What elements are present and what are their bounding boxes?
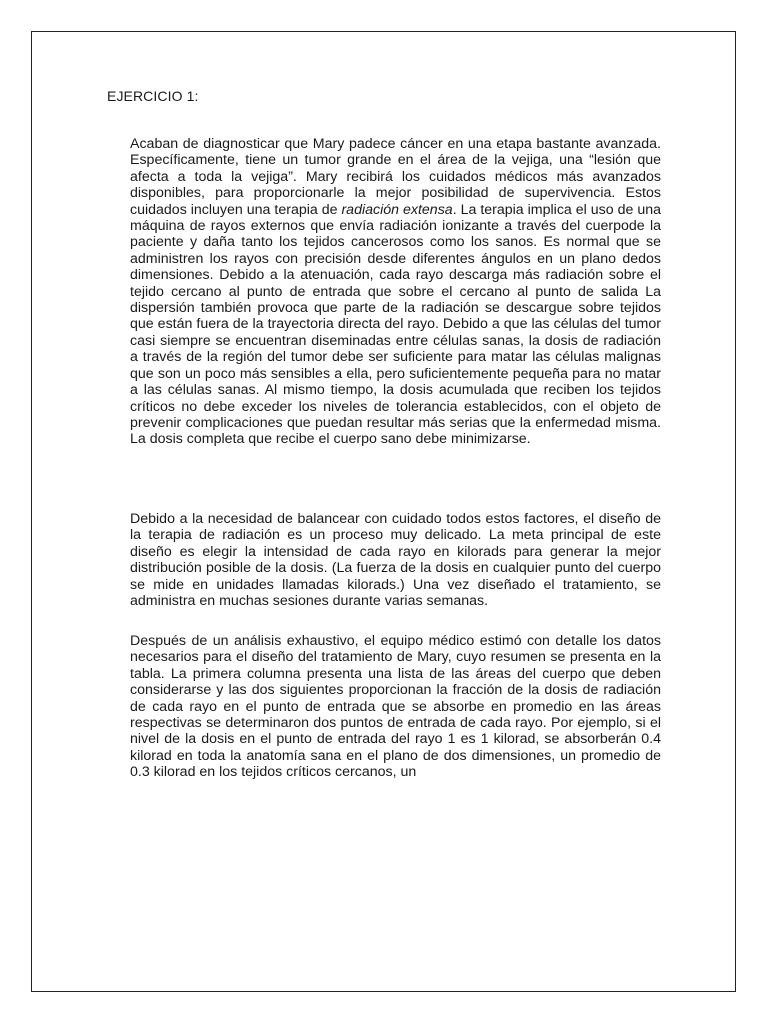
paragraph-therapy-design: Debido a la necesidad de balancear con cuidado todos estos factores, el diseño de la terapia de radiación es un proceso muy delicado. La meta principal de este diseño es elegir la intensidad de cada rayo en kilorads para generar la mejor distribución posible de la dosis. (La fuerza de la dosis en cualquier punto del cuerpo se mide en unidades llamadas kilorads.) Una vez diseñado el tratamiento, se administra en muchas sesiones durante varias semanas.	[130, 511, 661, 610]
paragraph-diagnosis-text-end: . La terapia implica el uso de una máquina de rayos externos que envía radiación ionizante a través del cuerpode la paciente y daña tanto los tejidos cancerosos como los sanos. Es normal que se administren los rayos con precisión desde diferentes ángulos en un plano dedos dimensiones. Debido a la atenuación, cada rayo descarga más radiación sobre el tejido cercano al punto de entrada que sobre el cercano al punto de salida La dispersión también provoca que parte de la radiación se descargue sobre tejidos que están fuera de la trayectoria directa del rayo. Debido a que las células del tumor casi siempre se encuentran diseminadas entre células sanas, la dosis de radiación a través de la región del tumor debe ser suficiente para matar las células malignas que son un poco más sensibles a ella, pero suficientemente pequeña para no matar a las células sanas. Al mismo tiempo, la dosis acumulada que reciben los tejidos críticos no debe exceder los niveles de tolerancia establecidos, con el objeto de prevenir complicaciones que puedan resultar más serias que la enfermedad misma. La dosis completa que recibe el cuerpo sano debe minimizarse.	[130, 201, 661, 448]
emphasized-term: radiación extensa	[341, 201, 453, 218]
paragraph-diagnosis-text-start: Acaban de diagnosticar que Mary padece cáncer en una etapa bastante avanzada. Específicamente, tiene un tumor grande en el área de la vejiga, una “lesión que afecta a toda la vejiga”. Mary recibirá los cuidados médicos más avanzados disponibles, para proporcionarle la mejor posibilidad de supervivencia. Estos cuidados incluyen una terapia de	[130, 136, 661, 218]
paragraph-diagnosis	[130, 136, 661, 448]
exercise-title: EJERCICIO 1:	[107, 88, 199, 104]
document-page	[31, 31, 736, 992]
paragraph-data-summary: Después de un análisis exhaustivo, el equipo médico estimó con detalle los datos necesarios para el diseño del tratamiento de Mary, cuyo resumen se presenta en la tabla. La primera columna presenta una lista de las áreas del cuerpo que deben considerarse y las dos siguientes proporcionan la fracción de la dosis de radiación de cada rayo en el punto de entrada que se absorbe en promedio en las áreas respectivas se determinaron dos puntos de entrada de cada rayo. Por ejemplo, si el nivel de la dosis en el punto de entrada del rayo 1 es 1 kilorad, se absorberán 0.4 kilorad en toda la anatomía sana en el plano de dos dimensiones, un promedio de 0.3 kilorad en los tejidos críticos cercanos, un	[130, 633, 661, 781]
